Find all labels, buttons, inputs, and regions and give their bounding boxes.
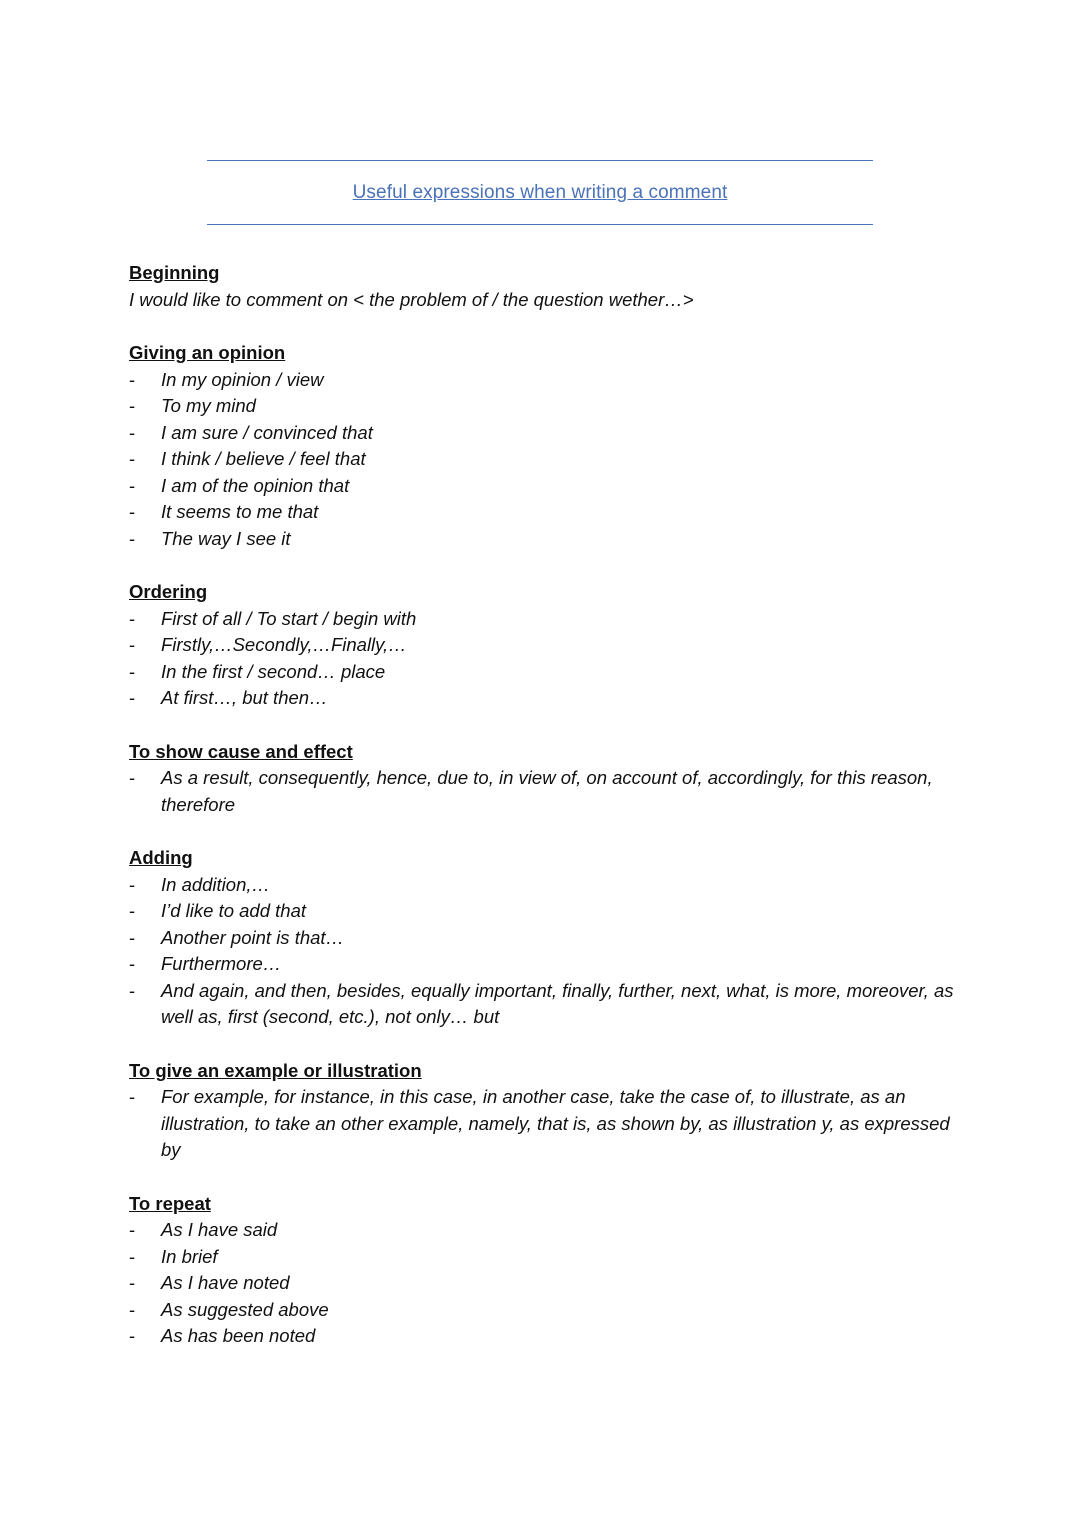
section-giving-an-opinion	[129, 340, 959, 552]
list-item: - As suggested above	[129, 1298, 329, 1320]
expression-list	[129, 1217, 959, 1350]
list-item: - I’d like to add that	[129, 900, 307, 921]
section-adding	[129, 845, 959, 1031]
list-item: - At first…, but then…	[129, 687, 328, 708]
section-example-or-illustration	[129, 1058, 959, 1164]
section-ordering	[129, 579, 959, 712]
expression-list	[129, 1084, 959, 1164]
list-item: - Furthermore…	[129, 953, 282, 974]
section-cause-and-effect	[129, 739, 959, 819]
list-item: - Firstly,…Secondly,…Finally,…	[129, 634, 407, 655]
list-item: - In my opinion / view	[129, 368, 324, 390]
list-item: - As I have noted	[129, 1272, 290, 1293]
section-beginning	[129, 260, 959, 313]
list-item: - As a result, consequently, hence, due to, in view of, on account of, accordingly, for this reason, therefore	[129, 767, 933, 815]
expression-list	[129, 367, 959, 553]
list-item: - Another point is that…	[129, 926, 345, 948]
list-item: - The way I see it	[129, 527, 291, 549]
section-heading: Adding	[129, 847, 193, 868]
list-item: - In the first / second… place	[129, 660, 386, 682]
list-item: - And again, and then, besides, equally important, finally, further, next, what, is more, moreover, as well as, first (second, etc.), not only… but	[129, 979, 954, 1027]
section-heading: To give an example or illustration	[129, 1059, 422, 1081]
document-title: Useful expressions when writing a comment	[352, 182, 728, 203]
list-item: - For example, for instance, in this case, in another case, take the case of, to illustrate, as an illustration, to take an other example, namely, that is, as shown by, as illustration y, as expressed by	[129, 1086, 950, 1160]
title-top-rule	[207, 160, 873, 161]
section-to-repeat	[129, 1191, 959, 1350]
list-item: - I am sure / convinced that	[129, 421, 373, 443]
list-item: - As has been noted	[129, 1325, 316, 1346]
section-heading: Ordering	[129, 581, 208, 602]
list-item: - First of all / To start / begin with	[129, 607, 417, 629]
list-item: - I am of the opinion that	[129, 474, 350, 496]
section-heading: To repeat	[129, 1192, 211, 1214]
section-heading: Giving an opinion	[129, 342, 286, 363]
list-item: - As I have said	[129, 1219, 278, 1240]
expression-list	[129, 872, 959, 1031]
section-heading: To show cause and effect	[129, 740, 353, 762]
section-heading: Beginning	[129, 262, 220, 283]
title-bottom-rule	[207, 224, 873, 225]
list-item: - In brief	[129, 1245, 218, 1267]
list-item: - It seems to me that	[129, 501, 319, 522]
list-item: - To my mind	[129, 395, 256, 416]
expression-list	[129, 765, 959, 818]
list-item: - I think / believe / feel that	[129, 448, 366, 469]
document-body	[129, 260, 959, 1350]
expression-list	[129, 606, 959, 712]
section-intro: I would like to comment on < the problem of / the question wether…>	[129, 288, 694, 310]
list-item: - In addition,…	[129, 873, 271, 895]
